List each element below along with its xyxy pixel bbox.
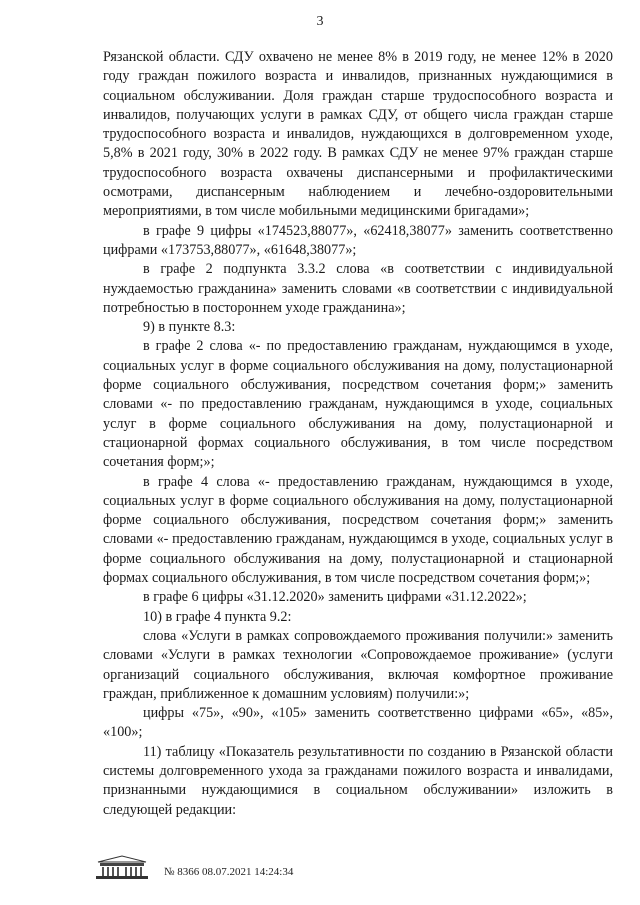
paragraph: слова «Услуги в рамках сопровождаемого проживания получили:» заменить словами «Услуги в рамках технологии «Сопровождаемое проживание» (услуги организаций социального обслуживания, включая комфортное проживание граждан, приближенное к домашним условиям) получили:»; bbox=[103, 627, 613, 702]
paragraph: 9) в пункте 8.3: bbox=[143, 319, 236, 336]
paragraph: Рязанской области. СДУ охвачено не менее 8% в 2019 году, не менее 12% в 2020 году граждан пожилого возраста и инвалидов, признанных нуждающимися в социальном обслуживании. Доля граждан старше трудоспособного возраста и инвалидов, получающих услуги в рамках СДУ, от общего числа граждан старше трудоспособного возраста и инвалидов, нуждающихся в долговременном уходе, 5,8% в 2021 году, 30% в 2022 году. В рамках СДУ не менее 97% граждан старше трудоспособного возраста охвачены диспансерными и профилактическими осмотрами, диспансерным наблюдением и лечебно-оздоровительными мероприятиями, в том числе мобильными медицинскими бригадами»; bbox=[103, 49, 613, 220]
document-registration-mark: № 8366 08.07.2021 14:24:34 bbox=[164, 866, 294, 878]
paragraph: цифры «75», «90», «105» заменить соответственно цифрами «65», «85», «100»; bbox=[103, 705, 613, 741]
page-number: 3 bbox=[316, 14, 324, 29]
document-body bbox=[103, 48, 613, 820]
paragraph: в графе 9 цифры «174523,88077», «62418,38077» заменить соответственно цифрами «173753,88077», «61648,38077»; bbox=[103, 222, 613, 258]
paragraph: 11) таблицу «Показатель результативности по созданию в Рязанской области системы долговременного ухода за гражданами пожилого возраста и инвалидами, признанными нуждающимися в социальном обслуживании» изложить в следующей редакции: bbox=[103, 743, 613, 818]
paragraph: в графе 2 подпункта 3.3.2 слова «в соответствии с индивидуальной нуждаемостью гражданина» заменить словами «в соответствии с индивидуальной потребностью в постороннем уходе гражданина»; bbox=[103, 261, 613, 316]
paragraph: в графе 4 слова «- предоставлению гражданам, нуждающимся в уходе, социальных услуг в форме социального обслуживания на дому, полустационарной форме социального обслуживания, посредством сочетания форм;» заменить словами «- предоставлению гражданам, нуждающимся в уходе, социальных услуг в форме социального обслуживания на дому, полустационарной и стационарной формах социального обслуживания, в том числе посредством сочетания форм;»; bbox=[103, 473, 613, 587]
paragraph: в графе 6 цифры «31.12.2020» заменить цифрами «31.12.2022»; bbox=[143, 589, 527, 606]
government-building-stamp-icon bbox=[92, 854, 152, 882]
document-footer bbox=[92, 850, 392, 890]
paragraph: 10) в графе 4 пункта 9.2: bbox=[143, 608, 292, 625]
paragraph: в графе 2 слова «- по предоставлению гражданам, нуждающимся в уходе, социальных услуг в форме социального обслуживания на дому, полустационарной форме социального обслуживания, посредством сочетания форм;» заменить словами «- по предоставлению гражданам, нуждающимся в уходе, социальных услуг в форме социального обслуживания на дому, полустационарной и стационарной формах социального обслуживания, в том числе посредством сочетания форм;»; bbox=[103, 338, 613, 471]
